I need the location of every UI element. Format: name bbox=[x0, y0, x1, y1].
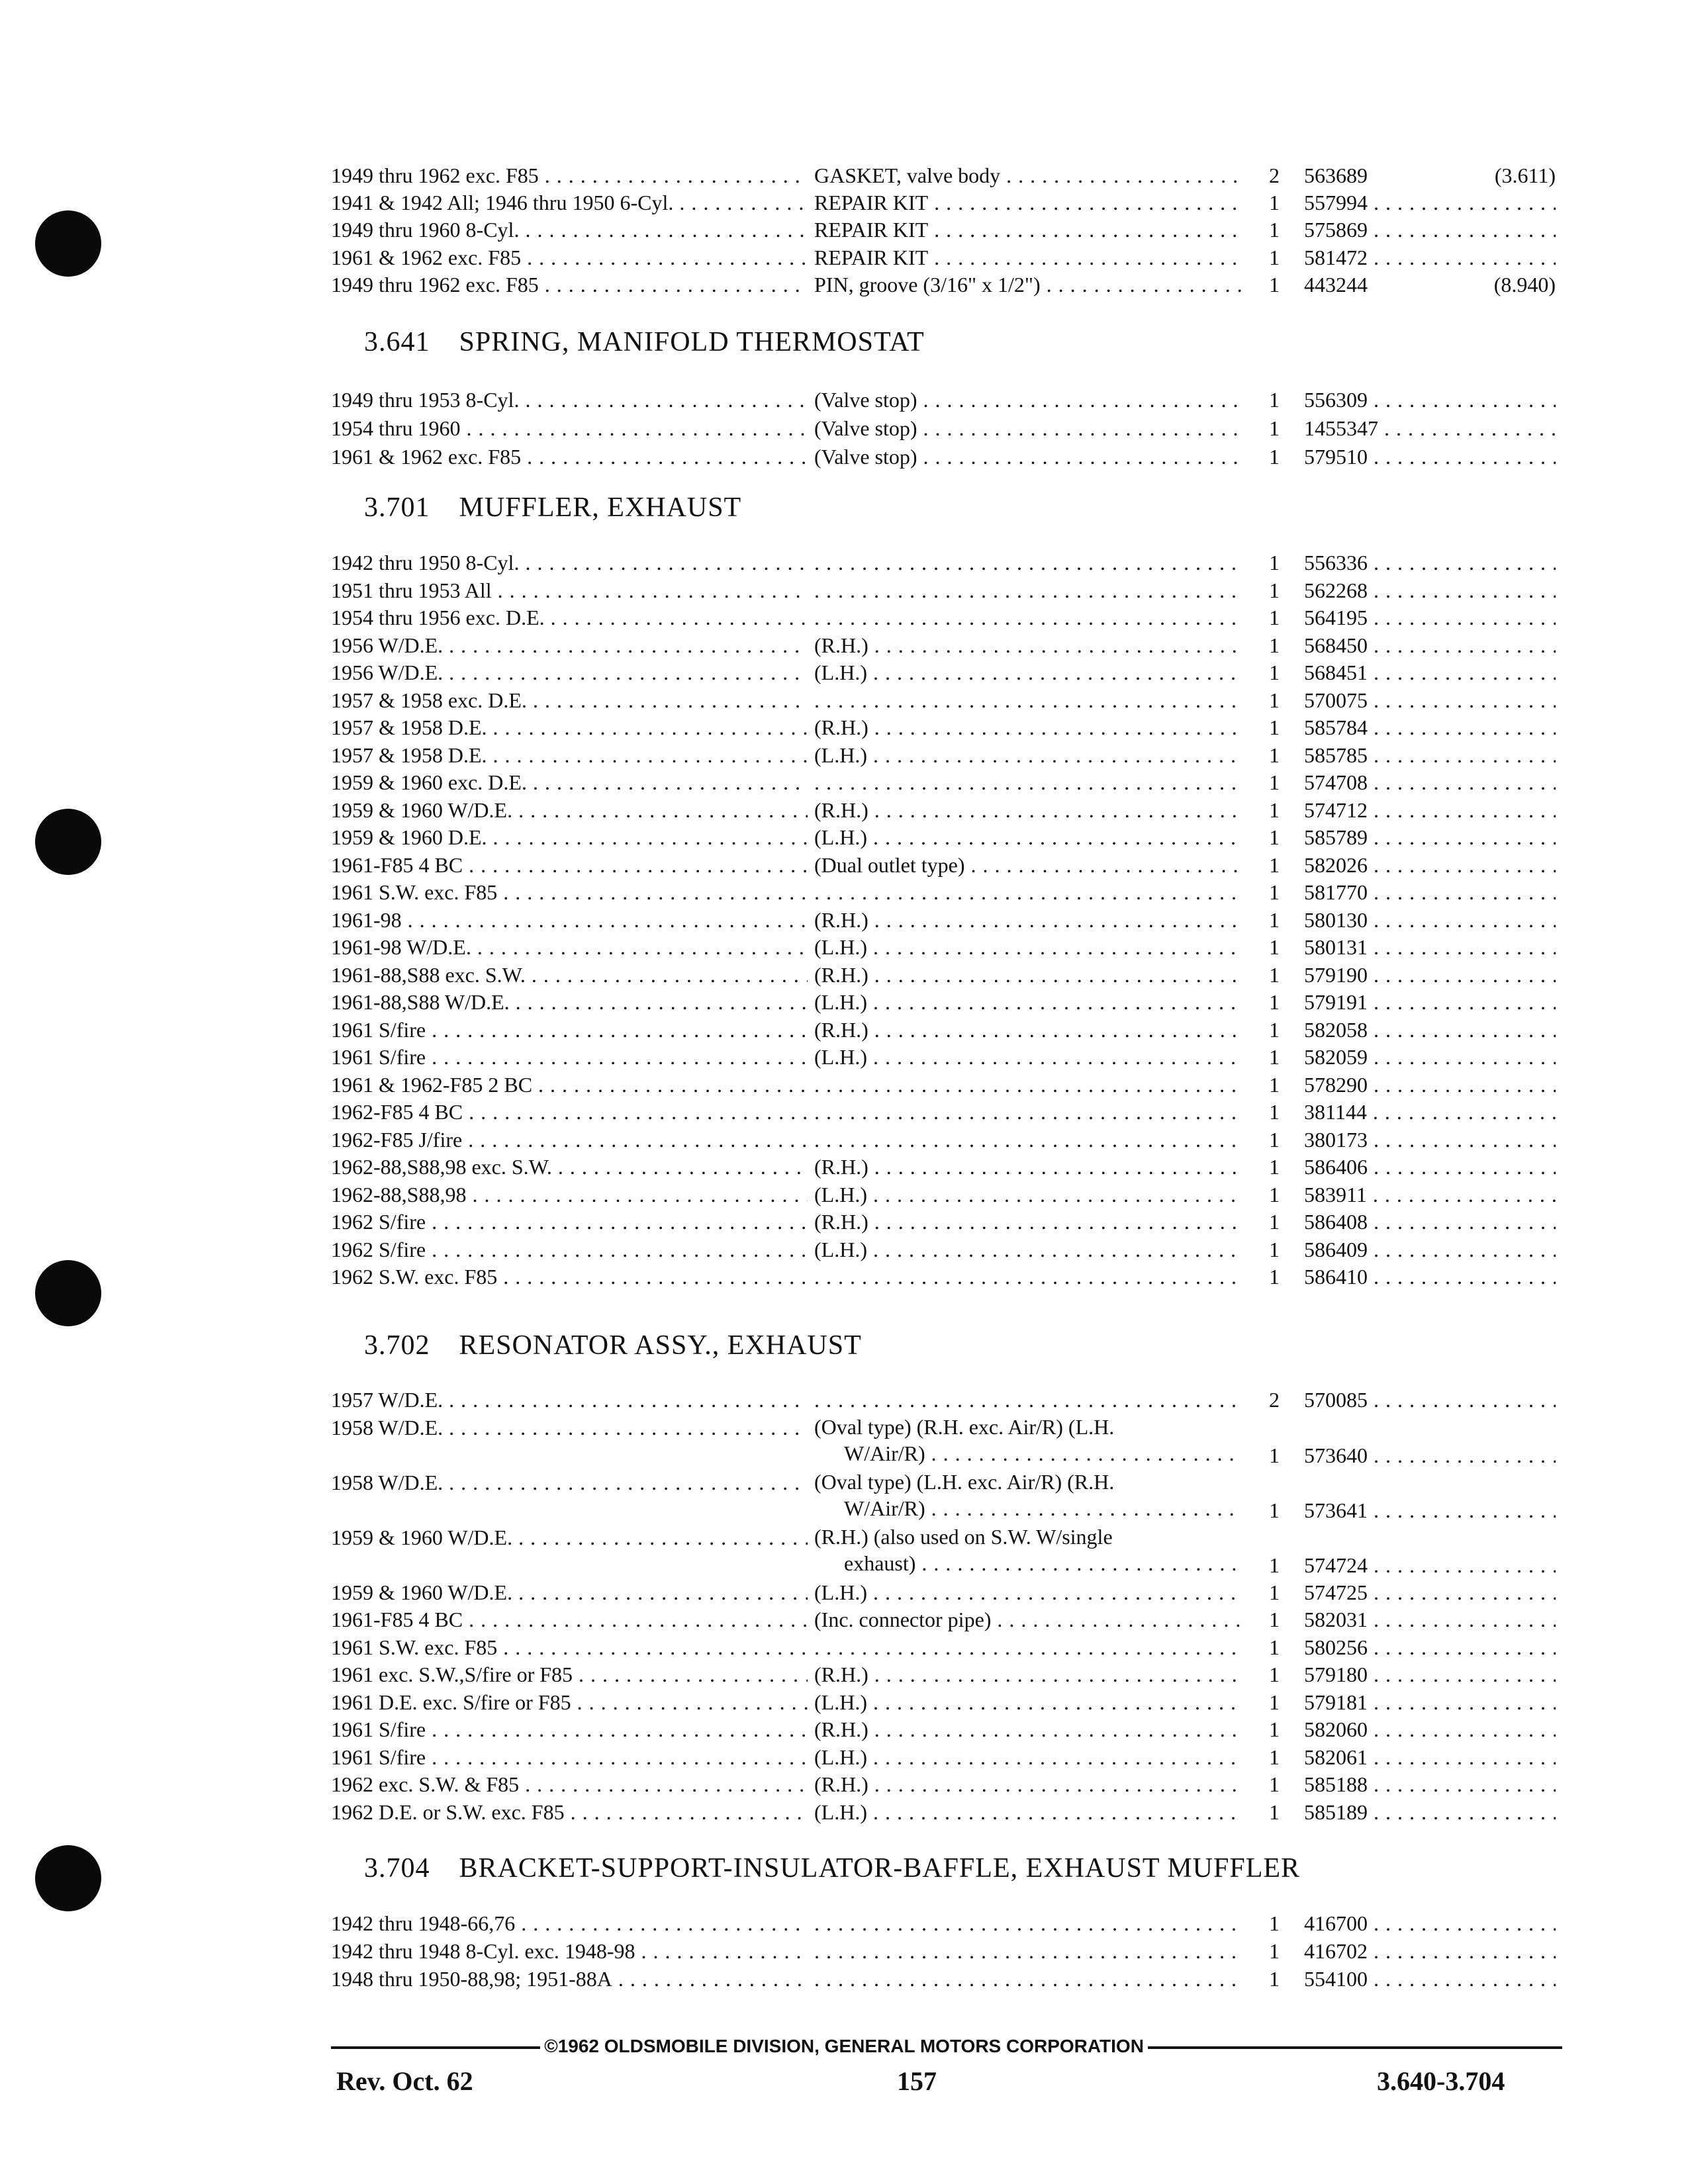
description-cell bbox=[814, 686, 1241, 714]
parts-row bbox=[331, 161, 1556, 189]
part-number-cell: 585784 . . . bbox=[1304, 713, 1556, 741]
parts-row bbox=[331, 1469, 1556, 1524]
part-number-cell: 574708 . . . bbox=[1304, 768, 1556, 796]
reference-cell: (8.940) bbox=[1493, 272, 1556, 296]
quantity-cell: 1 bbox=[1269, 1717, 1280, 1741]
part-number-cell: 574712 . . . bbox=[1304, 796, 1556, 824]
quantity-cell: 1 bbox=[1269, 1443, 1280, 1467]
quantity-cell: 2 bbox=[1269, 163, 1280, 187]
description-cell bbox=[814, 1909, 1241, 1937]
description-cell bbox=[814, 1965, 1241, 1993]
quantity-cell: 1 bbox=[1269, 770, 1280, 794]
part-number-cell: 1455347 . . . bbox=[1304, 414, 1556, 442]
quantity-cell: 1 bbox=[1269, 743, 1280, 767]
parts-row bbox=[331, 1414, 1556, 1469]
quantity-cell: 1 bbox=[1269, 1745, 1280, 1769]
quantity-cell: 1 bbox=[1269, 416, 1280, 440]
description-continuation: W/Air/R) . . . bbox=[814, 1440, 1241, 1467]
description-cell: (L.H.) . . . bbox=[814, 1798, 1241, 1826]
part-number-cell: 380173 . . . bbox=[1304, 1126, 1556, 1154]
description-cell: (L.H.) . . . bbox=[814, 823, 1241, 851]
parts-row bbox=[331, 1016, 1556, 1044]
description-cell bbox=[814, 1386, 1241, 1414]
quantity-cell: 1 bbox=[1269, 1237, 1280, 1261]
application-cell: 1961-88,S88 W/D.E. . . . bbox=[331, 988, 808, 1016]
application-cell: 1957 & 1958 D.E. . . . bbox=[331, 713, 808, 741]
quantity-cell: 1 bbox=[1269, 688, 1280, 712]
description-cell: (L.H.) . . . bbox=[814, 933, 1241, 961]
application-cell: 1961 S/fire . . . bbox=[331, 1016, 808, 1044]
quantity-cell: 1 bbox=[1269, 962, 1280, 987]
quantity-cell: 1 bbox=[1269, 1182, 1280, 1206]
description-cell: (L.H.) . . . bbox=[814, 1181, 1241, 1208]
description-cell bbox=[814, 1469, 1241, 1524]
description-cell bbox=[814, 1071, 1241, 1099]
application-cell: 1942 thru 1950 8-Cyl. . . . bbox=[331, 549, 808, 576]
parts-row bbox=[331, 1688, 1556, 1716]
quantity-cell: 1 bbox=[1269, 1100, 1280, 1124]
application-cell: 1961-98 . . . bbox=[331, 906, 808, 934]
quantity-cell: 1 bbox=[1269, 880, 1280, 904]
quantity-cell: 1 bbox=[1269, 191, 1280, 215]
application-cell: 1948 thru 1950-88,98; 1951-88A . . . bbox=[331, 1965, 808, 1993]
description-cell bbox=[814, 768, 1241, 796]
application-cell: 1956 W/D.E. . . . bbox=[331, 631, 808, 659]
description-cell: (Inc. connector pipe) . . . bbox=[814, 1606, 1241, 1633]
application-cell: 1961 & 1962-F85 2 BC . . . bbox=[331, 1071, 808, 1099]
quantity-cell: 1 bbox=[1269, 852, 1280, 877]
part-number-cell: 582026 . . . bbox=[1304, 851, 1556, 879]
parts-row bbox=[331, 1937, 1556, 1965]
quantity-cell: 1 bbox=[1269, 660, 1280, 684]
quantity-cell: 1 bbox=[1269, 907, 1280, 932]
parts-row bbox=[331, 741, 1556, 769]
application-cell: 1958 W/D.E. . . . bbox=[331, 1414, 808, 1441]
quantity-cell: 1 bbox=[1269, 935, 1280, 959]
description-cell: (Valve stop) . . . bbox=[814, 414, 1241, 442]
part-number-cell: 568451 . . . bbox=[1304, 659, 1556, 686]
quantity-cell: 1 bbox=[1269, 551, 1280, 574]
application-cell: 1954 thru 1956 exc. D.E. . . . bbox=[331, 604, 808, 631]
parts-row bbox=[331, 443, 1556, 471]
part-number-cell: 585188 . . . bbox=[1304, 1770, 1556, 1798]
parts-row bbox=[331, 1743, 1556, 1771]
quantity-cell: 1 bbox=[1269, 388, 1280, 412]
part-number-cell: 573640 . . . bbox=[1304, 1441, 1556, 1469]
quantity-cell: 1 bbox=[1269, 1072, 1280, 1097]
part-number-cell: 416700 . . . bbox=[1304, 1909, 1556, 1937]
parts-row bbox=[331, 1965, 1556, 1993]
description-cell: (Valve stop) . . . bbox=[814, 443, 1241, 471]
quantity-cell: 1 bbox=[1269, 1045, 1280, 1069]
description-line: (Oval type) (L.H. exc. Air/R) (R.H. bbox=[814, 1469, 1115, 1494]
application-cell: 1959 & 1960 W/D.E. . . . bbox=[331, 1578, 808, 1606]
parts-row bbox=[331, 1715, 1556, 1743]
application-cell: 1961 S/fire . . . bbox=[331, 1715, 808, 1743]
part-number-cell: 556309 . . . bbox=[1304, 386, 1556, 414]
parts-row bbox=[331, 414, 1556, 442]
part-number-cell: 568450 . . . bbox=[1304, 631, 1556, 659]
application-cell: 1962-88,S88,98 exc. S.W. . . . bbox=[331, 1153, 808, 1181]
part-number-cell: 554100 . . . bbox=[1304, 1965, 1556, 1993]
application-cell: 1958 W/D.E. . . . bbox=[331, 1469, 808, 1496]
description-cell: (Dual outlet type) . . . bbox=[814, 851, 1241, 879]
parts-row bbox=[331, 631, 1556, 659]
description-cell: (R.H.) . . . bbox=[814, 1715, 1241, 1743]
application-cell: 1961 S.W. exc. F85 . . . bbox=[331, 878, 808, 906]
section-heading bbox=[364, 326, 925, 359]
description-cell bbox=[814, 878, 1241, 906]
application-cell: 1949 thru 1962 exc. F85 . . . bbox=[331, 271, 808, 298]
part-number-cell: 573641 . . . bbox=[1304, 1496, 1556, 1524]
part-number-cell: 556336 . . . bbox=[1304, 549, 1556, 576]
description-cell: REPAIR KIT . . . bbox=[814, 189, 1241, 216]
copyright-text: ©1962 OLDSMOBILE DIVISION, GENERAL MOTORS CORPORATION bbox=[540, 2036, 1148, 2056]
description-cell: GASKET, valve body . . . bbox=[814, 161, 1241, 189]
quantity-cell: 1 bbox=[1269, 990, 1280, 1014]
part-number-cell: 381144 . . . bbox=[1304, 1098, 1556, 1126]
parts-row bbox=[331, 1126, 1556, 1154]
application-cell: 1949 thru 1962 exc. F85 . . . bbox=[331, 161, 808, 189]
application-cell: 1942 thru 1948-66,76 . . . bbox=[331, 1909, 808, 1937]
description-continuation: exhaust) . . . bbox=[814, 1550, 1241, 1576]
part-number-cell: 585789 . . . bbox=[1304, 823, 1556, 851]
description-cell: (R.H.) . . . bbox=[814, 631, 1241, 659]
description-cell: (L.H.) . . . bbox=[814, 1688, 1241, 1716]
application-cell: 1961 exc. S.W.,S/fire or F85 . . . bbox=[331, 1661, 808, 1688]
part-number-cell: 564195 . . . bbox=[1304, 604, 1556, 631]
quantity-cell: 1 bbox=[1269, 1799, 1280, 1824]
description-continuation: W/Air/R) . . . bbox=[814, 1495, 1241, 1522]
quantity-cell: 1 bbox=[1269, 825, 1280, 849]
parts-row bbox=[331, 271, 1556, 298]
description-cell bbox=[814, 1937, 1241, 1965]
quantity-cell: 1 bbox=[1269, 1265, 1280, 1289]
part-number-cell: 586406 . . . bbox=[1304, 1153, 1556, 1181]
application-cell: 1949 thru 1960 8-Cyl. . . . bbox=[331, 216, 808, 244]
quantity-cell: 1 bbox=[1269, 1553, 1280, 1577]
part-number-cell: 582058 . . . bbox=[1304, 1016, 1556, 1044]
parts-row bbox=[331, 659, 1556, 686]
description-cell bbox=[814, 604, 1241, 631]
quantity-cell: 1 bbox=[1269, 1939, 1280, 1963]
section-number: 3.702 bbox=[364, 1330, 430, 1361]
parts-row bbox=[331, 878, 1556, 906]
parts-row bbox=[331, 189, 1556, 216]
description-cell: REPAIR KIT . . . bbox=[814, 244, 1241, 271]
parts-row bbox=[331, 686, 1556, 714]
description-cell bbox=[814, 1098, 1241, 1126]
part-number-cell: 586410 . . . bbox=[1304, 1263, 1556, 1291]
quantity-cell: 1 bbox=[1269, 445, 1280, 469]
part-number-cell: 557994 . . . bbox=[1304, 189, 1556, 216]
parts-row bbox=[331, 906, 1556, 934]
description-cell bbox=[814, 1633, 1241, 1661]
application-cell: 1957 & 1958 D.E. . . . bbox=[331, 741, 808, 769]
quantity-cell: 1 bbox=[1269, 1662, 1280, 1686]
application-cell: 1959 & 1960 W/D.E. . . . bbox=[331, 796, 808, 824]
part-number-cell: 580256 . . . bbox=[1304, 1633, 1556, 1661]
part-number-cell: 443244 bbox=[1304, 272, 1368, 296]
description-cell: (L.H.) . . . bbox=[814, 659, 1241, 686]
part-number-cell: 416702 . . . bbox=[1304, 1937, 1556, 1965]
part-number-cell: 580131 . . . bbox=[1304, 933, 1556, 961]
parts-row bbox=[331, 1524, 1556, 1579]
application-cell: 1951 thru 1953 All . . . bbox=[331, 576, 808, 604]
quantity-cell: 1 bbox=[1269, 1772, 1280, 1796]
quantity-cell: 1 bbox=[1269, 1635, 1280, 1659]
application-cell: 1962 S/fire . . . bbox=[331, 1208, 808, 1236]
parts-row bbox=[331, 244, 1556, 271]
parts-row bbox=[331, 549, 1556, 576]
quantity-cell: 1 bbox=[1269, 1608, 1280, 1631]
page-range: 3.640-3.704 bbox=[1377, 2066, 1505, 2096]
quantity-cell: 1 bbox=[1269, 1498, 1280, 1522]
description-line: (R.H.) (also used on S.W. W/single bbox=[814, 1524, 1113, 1549]
quantity-cell: 1 bbox=[1269, 1911, 1280, 1935]
application-cell: 1961 & 1962 exc. F85 . . . bbox=[331, 244, 808, 271]
part-number-cell: 580130 . . . bbox=[1304, 906, 1556, 934]
parts-row bbox=[331, 1770, 1556, 1798]
part-number-cell: 570075 . . . bbox=[1304, 686, 1556, 714]
section-heading bbox=[364, 1852, 1300, 1885]
parts-row bbox=[331, 988, 1556, 1016]
description-cell: (L.H.) . . . bbox=[814, 1578, 1241, 1606]
section-title: BRACKET-SUPPORT-INSULATOR-BAFFLE, EXHAUST MUFFLER bbox=[459, 1853, 1301, 1884]
parts-row bbox=[331, 604, 1556, 631]
description-cell: (R.H.) . . . bbox=[814, 961, 1241, 989]
description-cell: (R.H.) . . . bbox=[814, 796, 1241, 824]
application-cell: 1961 S/fire . . . bbox=[331, 1043, 808, 1071]
description-cell bbox=[814, 1524, 1241, 1579]
part-number-cell: 575869 . . . bbox=[1304, 216, 1556, 244]
parts-row bbox=[331, 576, 1556, 604]
parts-row bbox=[331, 1633, 1556, 1661]
quantity-cell: 1 bbox=[1269, 272, 1280, 296]
parts-row bbox=[331, 1386, 1556, 1414]
parts-row bbox=[331, 1153, 1556, 1181]
application-cell: 1962 S.W. exc. F85 . . . bbox=[331, 1263, 808, 1291]
application-cell: 1962-F85 J/fire . . . bbox=[331, 1126, 808, 1154]
parts-row bbox=[331, 1606, 1556, 1633]
parts-row bbox=[331, 851, 1556, 879]
quantity-cell: 1 bbox=[1269, 1580, 1280, 1604]
part-number-cell: 586409 . . . bbox=[1304, 1236, 1556, 1263]
description-cell: (L.H.) . . . bbox=[814, 988, 1241, 1016]
part-number-cell: 579180 . . . bbox=[1304, 1661, 1556, 1688]
parts-row bbox=[331, 1263, 1556, 1291]
quantity-cell: 1 bbox=[1269, 797, 1280, 822]
application-cell: 1961 & 1962 exc. F85 . . . bbox=[331, 443, 808, 471]
parts-row bbox=[331, 1098, 1556, 1126]
quantity-cell: 1 bbox=[1269, 1155, 1280, 1179]
part-number-cell: 581770 . . . bbox=[1304, 878, 1556, 906]
part-number-cell: 582059 . . . bbox=[1304, 1043, 1556, 1071]
parts-row bbox=[331, 1798, 1556, 1826]
part-number-cell: 570085 . . . bbox=[1304, 1386, 1556, 1414]
section-title: MUFFLER, EXHAUST bbox=[459, 492, 742, 523]
application-cell: 1942 thru 1948 8-Cyl. exc. 1948-98 . . . bbox=[331, 1937, 808, 1965]
part-number-cell: 582060 . . . bbox=[1304, 1715, 1556, 1743]
parts-row bbox=[331, 1661, 1556, 1688]
parts-row bbox=[331, 823, 1556, 851]
parts-row bbox=[331, 768, 1556, 796]
part-number-cell: 563689 bbox=[1304, 163, 1368, 187]
copyright-notice bbox=[0, 2033, 1688, 2060]
part-number-cell: 582031 . . . bbox=[1304, 1606, 1556, 1633]
description-cell bbox=[814, 1263, 1241, 1291]
part-number-cell: 579510 . . . bbox=[1304, 443, 1556, 471]
part-number-cell: 574724 . . . bbox=[1304, 1551, 1556, 1579]
description-cell: (R.H.) . . . bbox=[814, 1208, 1241, 1236]
section-heading bbox=[364, 1329, 862, 1362]
description-cell bbox=[814, 576, 1241, 604]
section-title: RESONATOR ASSY., EXHAUST bbox=[459, 1330, 862, 1361]
application-cell: 1941 & 1942 All; 1946 thru 1950 6-Cyl. . . . bbox=[331, 189, 808, 216]
application-cell: 1961 D.E. exc. S/fire or F85 . . . bbox=[331, 1688, 808, 1716]
description-cell: REPAIR KIT . . . bbox=[814, 216, 1241, 244]
description-cell: (R.H.) . . . bbox=[814, 713, 1241, 741]
description-cell: (R.H.) . . . bbox=[814, 906, 1241, 934]
application-cell: 1962-88,S88,98 . . . bbox=[331, 1181, 808, 1208]
description-cell: (L.H.) . . . bbox=[814, 1043, 1241, 1071]
application-cell: 1957 & 1958 exc. D.E. . . . bbox=[331, 686, 808, 714]
parts-row bbox=[331, 386, 1556, 414]
quantity-cell: 1 bbox=[1269, 1127, 1280, 1152]
section-number: 3.641 bbox=[364, 327, 430, 357]
parts-row bbox=[331, 713, 1556, 741]
part-number-cell: 578290 . . . bbox=[1304, 1071, 1556, 1099]
part-number-cell: 579191 . . . bbox=[1304, 988, 1556, 1016]
description-cell: (R.H.) . . . bbox=[814, 1661, 1241, 1688]
parts-row bbox=[331, 216, 1556, 244]
quantity-cell: 1 bbox=[1269, 1967, 1280, 1991]
application-cell: 1962-F85 4 BC . . . bbox=[331, 1098, 808, 1126]
application-cell: 1961 S/fire . . . bbox=[331, 1743, 808, 1771]
parts-row bbox=[331, 1236, 1556, 1263]
description-cell: PIN, groove (3/16" x 1/2") . . . bbox=[814, 271, 1241, 298]
quantity-cell: 2 bbox=[1269, 1388, 1280, 1412]
description-cell: (L.H.) . . . bbox=[814, 1743, 1241, 1771]
part-number-cell: 581472 . . . bbox=[1304, 244, 1556, 271]
part-number-cell: 585785 . . . bbox=[1304, 741, 1556, 769]
quantity-cell: 1 bbox=[1269, 218, 1280, 242]
parts-row bbox=[331, 1578, 1556, 1606]
part-number-cell: 579190 . . . bbox=[1304, 961, 1556, 989]
part-number-cell: 582061 . . . bbox=[1304, 1743, 1556, 1771]
quantity-cell: 1 bbox=[1269, 1210, 1280, 1234]
description-cell: (Valve stop) . . . bbox=[814, 386, 1241, 414]
description-cell bbox=[814, 549, 1241, 576]
section-number: 3.704 bbox=[364, 1853, 430, 1884]
quantity-cell: 1 bbox=[1269, 715, 1280, 739]
parts-row bbox=[331, 796, 1556, 824]
application-cell: 1961-F85 4 BC . . . bbox=[331, 851, 808, 879]
quantity-cell: 1 bbox=[1269, 1690, 1280, 1714]
section-heading bbox=[364, 491, 741, 524]
application-cell: 1961-F85 4 BC . . . bbox=[331, 1606, 808, 1633]
part-number-cell: 579181 . . . bbox=[1304, 1688, 1556, 1716]
quantity-cell: 1 bbox=[1269, 606, 1280, 629]
application-cell: 1959 & 1960 exc. D.E. . . . bbox=[331, 768, 808, 796]
parts-row bbox=[331, 933, 1556, 961]
parts-row bbox=[331, 1208, 1556, 1236]
description-cell bbox=[814, 1126, 1241, 1154]
reference-cell: (3.611) bbox=[1494, 163, 1556, 187]
application-cell: 1959 & 1960 W/D.E. . . . bbox=[331, 1524, 808, 1551]
parts-row bbox=[331, 1909, 1556, 1937]
parts-row bbox=[331, 961, 1556, 989]
application-cell: 1962 D.E. or S.W. exc. F85 . . . bbox=[331, 1798, 808, 1826]
application-cell: 1961-98 W/D.E. . . . bbox=[331, 933, 808, 961]
description-cell: (R.H.) . . . bbox=[814, 1016, 1241, 1044]
parts-row bbox=[331, 1071, 1556, 1099]
description-line: (Oval type) (R.H. exc. Air/R) (L.H. bbox=[814, 1414, 1115, 1439]
quantity-cell: 1 bbox=[1269, 245, 1280, 269]
quantity-cell: 1 bbox=[1269, 1017, 1280, 1042]
description-cell: (L.H.) . . . bbox=[814, 1236, 1241, 1263]
page-number: 157 bbox=[897, 2066, 937, 2096]
description-cell: (R.H.) . . . bbox=[814, 1770, 1241, 1798]
description-cell: (L.H.) . . . bbox=[814, 741, 1241, 769]
application-cell: 1962 S/fire . . . bbox=[331, 1236, 808, 1263]
application-cell: 1957 W/D.E. . . . bbox=[331, 1386, 808, 1414]
revision-date: Rev. Oct. 62 bbox=[336, 2066, 473, 2096]
part-number-cell: 574725 . . . bbox=[1304, 1578, 1556, 1606]
application-cell: 1956 W/D.E. . . . bbox=[331, 659, 808, 686]
description-cell bbox=[814, 1414, 1241, 1469]
parts-row bbox=[331, 1043, 1556, 1071]
part-number-cell: 583911 . . . bbox=[1304, 1181, 1556, 1208]
application-cell: 1962 exc. S.W. & F85 . . . bbox=[331, 1770, 808, 1798]
application-cell: 1949 thru 1953 8-Cyl. . . . bbox=[331, 386, 808, 414]
quantity-cell: 1 bbox=[1269, 633, 1280, 657]
application-cell: 1954 thru 1960 . . . bbox=[331, 414, 808, 442]
section-title: SPRING, MANIFOLD THERMOSTAT bbox=[459, 327, 925, 357]
quantity-cell: 1 bbox=[1269, 578, 1280, 602]
application-cell: 1959 & 1960 D.E. . . . bbox=[331, 823, 808, 851]
application-cell: 1961 S.W. exc. F85 . . . bbox=[331, 1633, 808, 1661]
part-number-cell: 562268 . . . bbox=[1304, 576, 1556, 604]
description-cell: (R.H.) . . . bbox=[814, 1153, 1241, 1181]
part-number-cell: 585189 . . . bbox=[1304, 1798, 1556, 1826]
part-number-cell: 586408 . . . bbox=[1304, 1208, 1556, 1236]
section-number: 3.701 bbox=[364, 492, 430, 523]
parts-row bbox=[331, 1181, 1556, 1208]
application-cell: 1961-88,S88 exc. S.W. . . . bbox=[331, 961, 808, 989]
